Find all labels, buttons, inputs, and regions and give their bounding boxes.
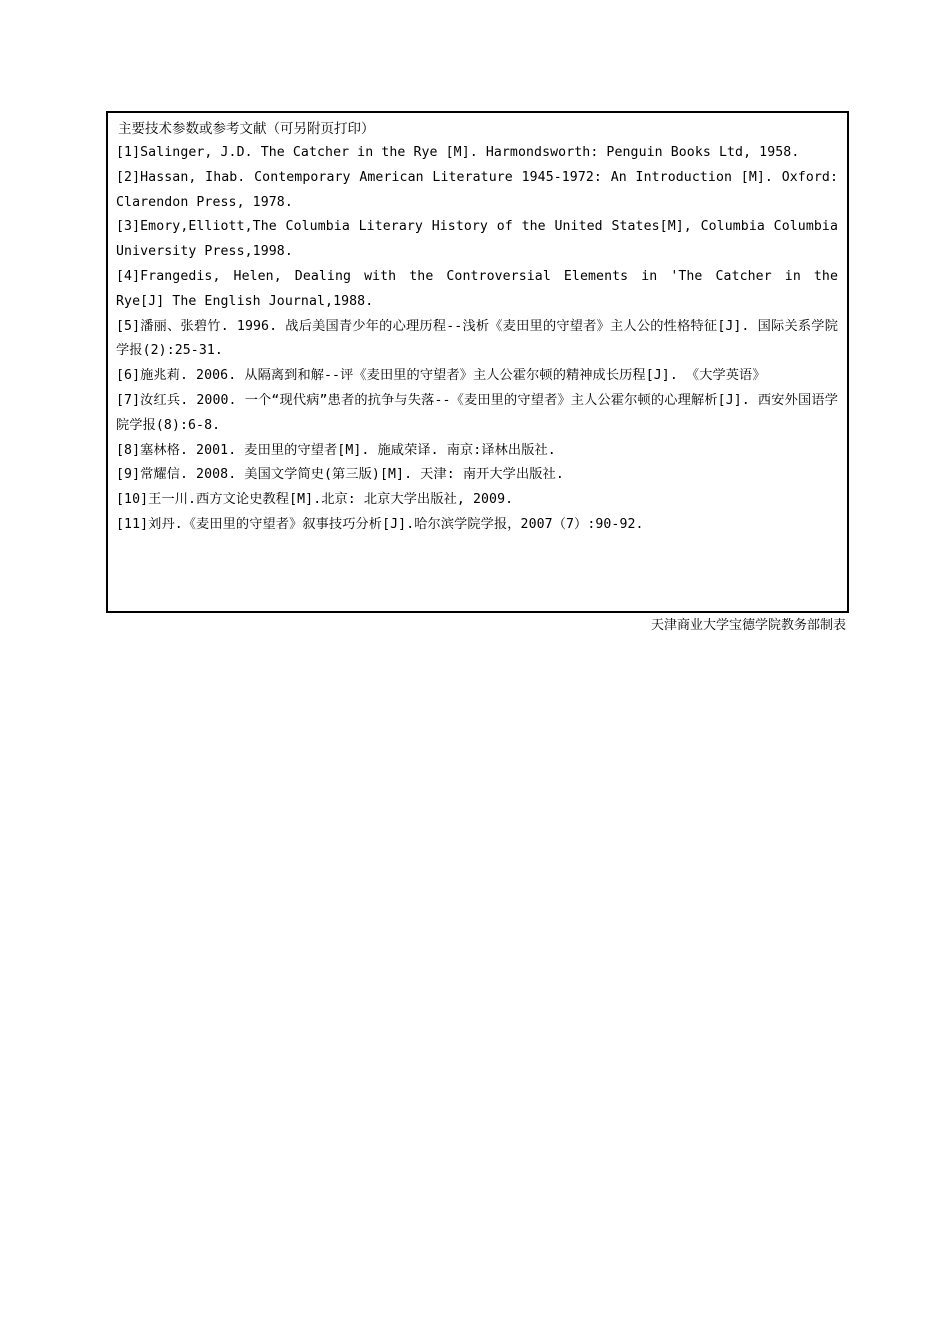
reference-list [116,141,838,538]
reference-item-9: [9]常耀信. 2008. 美国文学简史(第三版)[M]. 天津: 南开大学出版社. [116,467,564,483]
reference-item-6: [6]施兆莉. 2006. 从隔离到和解--评《麦田里的守望者》主人公霍尔顿的精神成长历程[J]. 《大学英语》 [116,368,766,384]
reference-item-10: [10]王一川.西方文论史教程[M].北京: 北京大学出版社, 2009. [116,492,514,508]
reference-item-11: [11]刘丹.《麦田里的守望者》叙事技巧分析[J].哈尔滨学院学报，2007（7）:90-92. [116,516,644,532]
reference-item-4: [4]Frangedis, Helen, Dealing with the Controversial Elements in 'The Catcher in the Rye[J] The English Journal,1988. [116,268,838,309]
box-heading: 主要技术参数或参考文献（可另附页打印） [118,121,375,137]
reference-item-1: [1]Salinger, J.D. The Catcher in the Rye [M]. Harmondsworth: Penguin Books Ltd, 1958. [116,145,800,160]
reference-item-8: [8]塞林格. 2001. 麦田里的守望者[M]. 施咸荣译. 南京:译林出版社. [116,442,556,458]
reference-item-7: [7]汝红兵. 2000. 一个“现代病”患者的抗争与失落--《麦田里的守望者》主人公霍尔顿的心理解析[J]. 西安外国语学院学报(8):6-8. [116,392,838,433]
footer-issuer-note: 天津商业大学宝德学院教务部制表 [650,618,846,633]
reference-item-2: [2]Hassan, Ihab. Contemporary American Literature 1945-1972: An Introduction [M]. Oxford: Clarendon Press, 1978. [116,169,838,210]
reference-box [106,111,849,613]
reference-item-3: [3]Emory,Elliott,The Columbia Literary History of the United States[M], Columbia Columbia University Press,1998. [116,219,838,260]
reference-item-5: [5]潘丽、张碧竹. 1996. 战后美国青少年的心理历程--浅析《麦田里的守望者》主人公的性格特征[J]. 国际关系学院学报(2):25-31. [116,318,838,359]
